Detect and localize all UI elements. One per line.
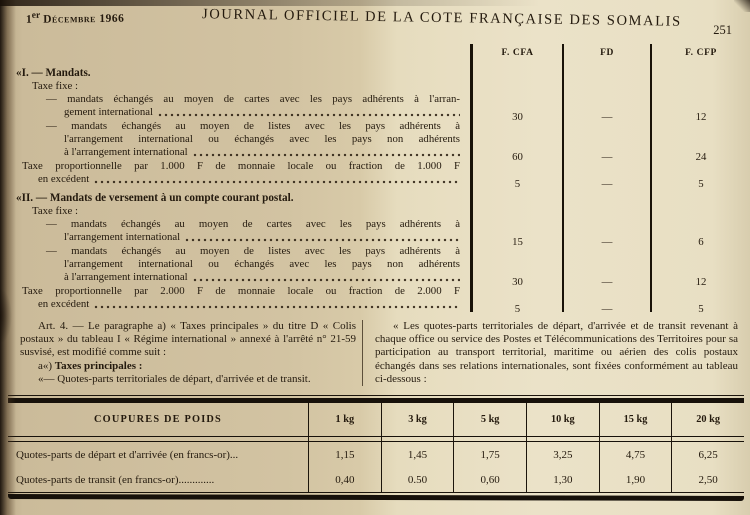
item-line: en excédent [38,173,90,185]
item-line: à l'arrangement international [64,146,188,158]
item-line-leader [0,271,460,284]
empty-cell [470,205,562,218]
weights-value: 0,40 [308,467,381,492]
item-line-leader [0,231,460,244]
item-line: Taxe proportionnelle par 1.000 F de monnaie locale ou fraction de 1.000 F [22,160,460,172]
item-line: — mandats échangés au moyen de cartes avec les pays adhérents à l'arran- [46,93,460,105]
table-top-thin-rule [8,395,744,403]
column-header-fd: FD [562,44,650,64]
weights-value: 6,25 [671,442,744,467]
tariff-item [0,218,470,245]
weights-value: 2,50 [671,467,744,492]
tariff-header-spacer [0,44,470,64]
weights-value: 1,30 [526,467,599,492]
value-fd: — [562,245,650,285]
weights-value: 1,75 [453,442,526,467]
empty-cell [650,205,750,218]
value-fd: — [562,93,650,120]
value-cfp: 6 [650,218,750,245]
item-prefix: a«) [38,359,55,372]
empty-cell [650,64,750,80]
dotted-leader [192,146,460,159]
article-left-column [0,320,356,386]
article-number: Art. 4. [38,320,69,332]
weights-col-15kg: 15 kg [599,403,672,436]
journal-title: JOURNAL OFFICIEL DE LA COTE FRANÇAISE DES SOMALIS [201,6,682,30]
weights-row-label: Quotes-parts de transit (en francs-or)............. [16,473,215,486]
tariff-item [0,93,470,120]
value-cfa: 30 [470,245,562,285]
right-paragraph: « Les quotes-parts territoriales de départ, d'arrivée et de transit revenant à chaque office ou service des Postes et Télécommunications des Territoires pour sa participation au transport territorial, maritime ou aérien des colis postaux échangés dans ses relations internationales, sont fixées conformément au tableau ci-dessous : [375,320,738,385]
date-rest: Décembre 1966 [43,12,125,26]
tariff-item [0,285,470,312]
item-line: l'arrangement international ou échangés avec les pays non adhérents [64,258,460,270]
empty-cell [562,80,650,93]
item-line-leader [0,146,460,159]
weights-table-grid [8,403,744,493]
empty-cell [470,64,562,80]
taxes-principales-line [20,360,356,373]
empty-cell [562,64,650,80]
article-right-column [362,320,750,386]
item-line: à l'arrangement international [64,271,188,283]
item-line: gement international [64,106,154,118]
column-header-cfa: F. CFA [470,44,562,64]
value-cfa: 60 [470,120,562,160]
item-line: — mandats échangés au moyen de cartes avec les pays adhérents à [46,218,460,230]
item-line: — mandats échangés au moyen de listes avec les pays adhérents à [46,245,460,257]
value-fd: — [562,160,650,187]
dotted-leader [192,271,460,284]
dotted-leader [184,231,460,244]
item-line: Taxe proportionnelle par 2.000 F de monnaie locale ou fraction de 2.000 F [22,285,460,297]
value-cfp: 5 [650,160,750,187]
empty-cell [562,205,650,218]
weights-value: 1,90 [599,467,672,492]
weights-value: 1,15 [308,442,381,467]
weights-value: 4,75 [599,442,672,467]
item-title: Taxes principales : [54,359,143,372]
section-heading-mandats-versement: «II. — Mandats de versement à un compte courant postal. [16,192,294,204]
empty-cell [470,80,562,93]
empty-cell [650,80,750,93]
item-line: — mandats échangés au moyen de listes avec les pays adhérents à [46,120,460,132]
mandats-tariff-table [0,44,750,315]
value-cfa: 5 [470,285,562,312]
item-line: l'arrangement international ou échangés avec les pays non adhérents [64,133,460,145]
weights-value: 3,25 [526,442,599,467]
dotted-leader [93,298,460,311]
column-header-cfp: F. CFP [650,44,750,64]
dotted-leader [93,173,460,186]
value-fd: — [562,120,650,160]
page-number: 251 [713,23,732,37]
value-cfp: 12 [650,93,750,120]
weights-col-10kg: 10 kg [526,403,599,436]
page-corner-shadow [734,0,750,12]
value-cfp: 12 [650,245,750,285]
page-top-edge-shadow [0,0,540,6]
item-line-leader [0,298,460,311]
weights-col-5kg: 5 kg [453,403,526,436]
weights-row-label: Quotes-parts de départ et d'arrivée (en francs-or)... [16,448,239,461]
value-cfa: 15 [470,218,562,245]
item-line-leader [0,106,460,119]
date-ordinal: er [31,9,41,21]
tax-label: Taxe fixe : [32,205,79,217]
weights-value: 1,45 [381,442,454,467]
value-cfa: 30 [470,93,562,120]
book-binding-shadow [0,0,16,515]
weights-col-20kg: 20 kg [671,403,744,436]
journal-date: 1er Décembre 1966 [25,9,125,26]
article-text: — Le paragraphe a) « Taxes principales » du titre D « Colis postaux » du tableau I « Régime international » annexé à l'arrêté n° 21-59 susvisé, est modifié comme suit : [20,320,356,359]
weights-value: 0,60 [453,467,526,492]
weights-label-header: COUPURES DE POIDS [94,414,222,426]
value-fd: — [562,218,650,245]
item-line-leader [0,173,460,186]
article-4-section [0,320,750,386]
tariff-item [0,120,470,160]
section-heading-mandats: «I. — Mandats. [16,67,91,79]
table-bottom-thick-rule [8,494,744,501]
value-cfp: 5 [650,285,750,312]
value-fd: — [562,285,650,312]
article-paragraph [20,320,356,360]
quotes-parts-line: «— Quotes-parts territoriales de départ, d'arrivée et de transit. [38,372,311,385]
tax-label: Taxe fixe : [32,80,79,92]
tariff-item [0,160,470,187]
page-curl-shadow [0,288,12,344]
value-cfp: 24 [650,120,750,160]
dotted-leader [157,106,460,119]
weights-table [8,395,744,500]
weights-col-3kg: 3 kg [381,403,454,436]
weights-value: 0.50 [381,467,454,492]
weights-col-1kg: 1 kg [308,403,381,436]
item-line: en excédent [38,298,90,310]
value-cfa: 5 [470,160,562,187]
item-line: l'arrangement international [64,231,181,243]
tariff-item [0,245,470,285]
